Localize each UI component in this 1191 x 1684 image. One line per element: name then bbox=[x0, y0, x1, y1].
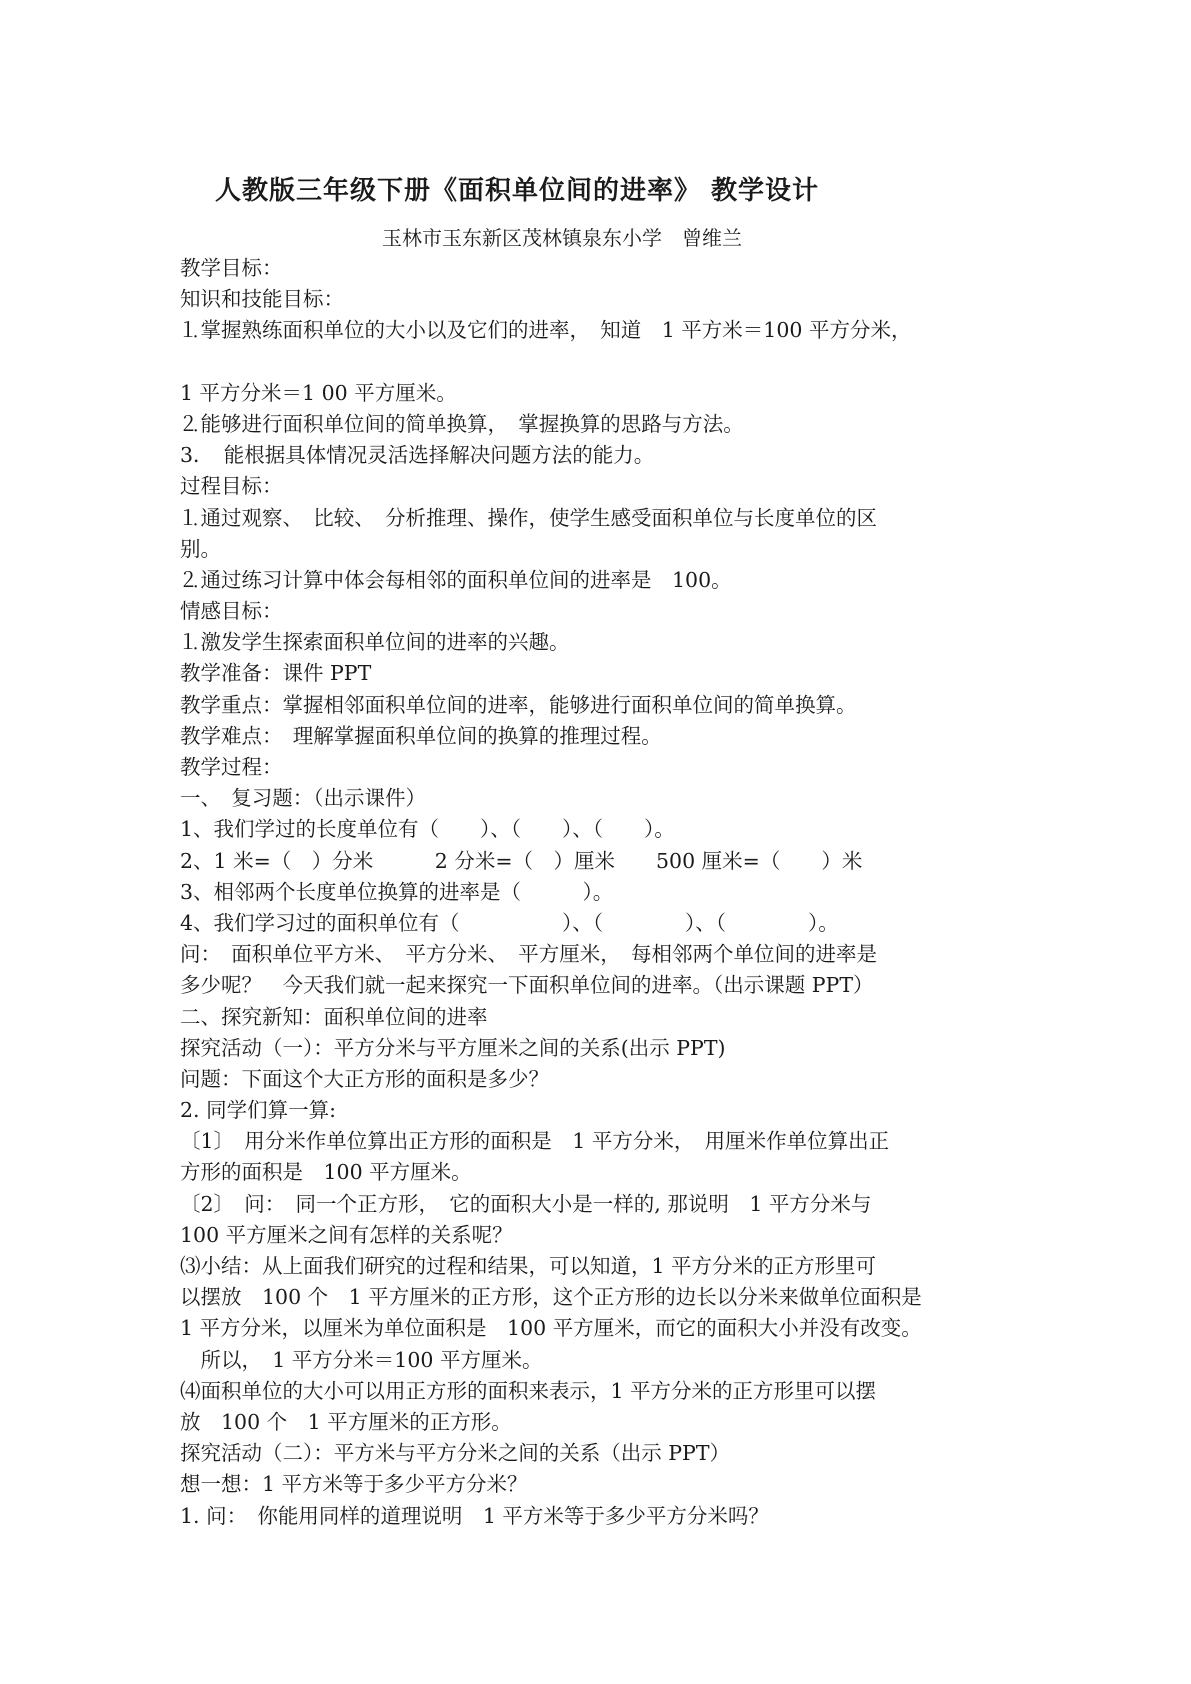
text-line: 探究活动（二）：平方米与平方分米之间的关系（出示 PPT） bbox=[180, 1441, 731, 1466]
text-line: ⒉通过练习计算中体会每相邻的面积单位间的进率是 100。 bbox=[180, 567, 732, 592]
blank-line bbox=[180, 347, 1040, 378]
text-line: 〔1〕 用分米作单位算出正方形的面积是 1 平方分米， 用厘米作单位算出正 bbox=[180, 1129, 890, 1154]
text-line: 多少呢？ 今天我们就一起来探究一下面积单位间的进率。（出示课题 PPT） bbox=[180, 973, 874, 998]
text-line: 3． 能根据具体情况灵活选择解决问题方法的能力。 bbox=[180, 443, 655, 468]
text-line: 以摆放 100 个 1 平方厘米的正方形，这个正方形的边长以分米来做单位面积是 bbox=[180, 1285, 922, 1310]
document-title: 人教版三年级下册《面积单位间的进率》 教学设计 bbox=[215, 176, 820, 206]
text-line: ⒈掌握熟练面积单位的大小以及它们的进率， 知道 1 平方米＝100 平方分米， bbox=[180, 318, 912, 343]
document-body bbox=[180, 253, 1040, 1532]
text-line: 1. 问： 你能用同样的道理说明 1 平方米等于多少平方分米吗？ bbox=[180, 1503, 769, 1528]
text-line: 教学过程： bbox=[180, 755, 283, 779]
text-line: 2、1 米=（ ）分米 2 分米=（ ）厘米 500 厘米=（ ）米 bbox=[180, 848, 863, 873]
text-line: 想一想：1 平方米等于多少平方分米？ bbox=[180, 1472, 528, 1497]
text-line: 2. 同学们算一算: bbox=[180, 1098, 336, 1123]
text-line: 情感目标： bbox=[180, 599, 283, 624]
text-line: 1、我们学过的长度单位有（ ）、（ ）、（ ）。 bbox=[180, 817, 675, 842]
text-line: 别。 bbox=[180, 536, 221, 561]
text-line: 问： 面积单位平方米、 平方分米、 平方厘米， 每相邻两个单位间的进率是 bbox=[180, 942, 877, 967]
text-line: 二、探究新知：面积单位间的进率 bbox=[180, 1004, 488, 1029]
text-line: 一、 复习题：（出示课件） bbox=[180, 786, 426, 811]
text-line: 1 平方分米，以厘米为单位面积是 100 平方厘米，而它的面积大小并没有改变。 bbox=[180, 1316, 922, 1341]
text-line: 探究活动（一）：平方分米与平方厘米之间的关系(出示 PPT) bbox=[180, 1035, 726, 1060]
text-line: ⑶小结：从上面我们研究的过程和结果，可以知道，1 平方分米的正方形里可 bbox=[180, 1254, 877, 1278]
text-line: ⒈激发学生探索面积单位间的进率的兴趣。 bbox=[180, 630, 570, 655]
text-line: 过程目标： bbox=[180, 474, 283, 499]
text-line: ⑷面积单位的大小可以用正方形的面积来表示，1 平方分米的正方形里可以摆 bbox=[180, 1378, 877, 1403]
text-line: 100 平方厘米之间有怎样的关系呢？ bbox=[180, 1222, 513, 1247]
text-line: 知识和技能目标： bbox=[180, 287, 344, 312]
text-line: 放 100 个 1 平方厘米的正方形。 bbox=[180, 1409, 512, 1434]
text-line: ⒈通过观察、 比较、 分析推理、操作，使学生感受面积单位与长度单位的区 bbox=[180, 505, 877, 530]
text-line: 〔2〕 问： 同一个正方形， 它的面积大小是一样的, 那说明 1 平方分米与 bbox=[180, 1191, 872, 1216]
text-line: 1 平方分米＝1 00 平方厘米。 bbox=[180, 380, 457, 405]
text-line: 3、相邻两个长度单位换算的进率是（ ）。 bbox=[180, 879, 614, 904]
text-line: 方形的面积是 100 平方厘米。 bbox=[180, 1160, 472, 1185]
text-line: 教学准备：课件 PPT bbox=[180, 661, 372, 686]
text-line: 所以， 1 平方分米＝100 平方厘米。 bbox=[180, 1347, 543, 1372]
text-line: 教学难点： 理解掌握面积单位间的换算的推理过程。 bbox=[180, 723, 662, 748]
text-line: 教学重点：掌握相邻面积单位间的进率，能够进行面积单位间的简单换算。 bbox=[180, 692, 857, 717]
text-line: 教学目标： bbox=[180, 256, 283, 280]
text-line: ⒉能够进行面积单位间的简单换算， 掌握换算的思路与方法。 bbox=[180, 411, 744, 436]
text-line: 4、我们学习过的面积单位有（ ）、（ ）、（ ）。 bbox=[180, 910, 839, 935]
text-line: 问题：下面这个大正方形的面积是多少？ bbox=[180, 1066, 549, 1091]
author-line: 玉林市玉东新区茂林镇泉东小学 曾维兰 bbox=[382, 226, 742, 250]
